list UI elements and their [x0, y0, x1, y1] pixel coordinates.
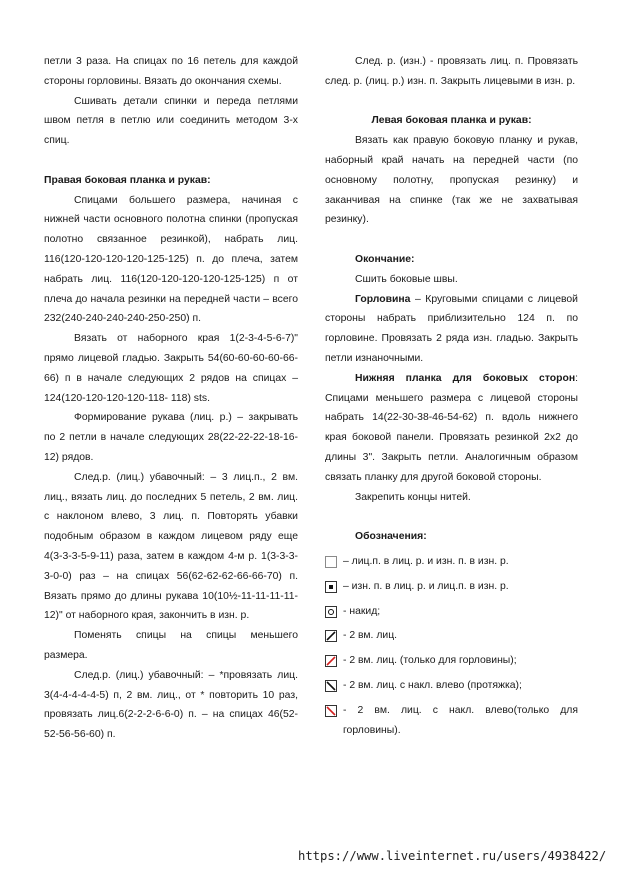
right-paragraph-2: Вязать как правую боковую планку и рукав, наборный край начать на передней части (по основному полотну, пропуская резинку) и заканчивая на спинке (так же не захватывая резинку). [325, 135, 578, 226]
legend-item: - 2 вм. лиц. с накл. влево(только для горловины). [325, 701, 578, 741]
legend-item: – изн. п. в лиц. р. и лиц.п. в изн. р. [325, 577, 578, 597]
source-url-watermark: https://www.liveinternet.ru/users/4938422/ [298, 849, 607, 863]
slash-right-icon [325, 630, 337, 642]
left-paragraph-4: Вязать от наборного края 1(2-3-4-5-6-7)" прямо лицевой гладью. Закрыть 54(60-60-60-60-66-66) п в начале следующих 2 рядов на спицах – 124(120-120-120-120-118- 118) sts. [44, 333, 298, 404]
left-paragraph-1: петли 3 раза. На спицах по 16 петель для каждой стороны горловины. Вязать до окончания схемы. [44, 56, 298, 87]
left-paragraph-6: След.р. (лиц.) убавочный: – 3 лиц.п., 2 вм. лиц., вязать лиц. до последних 5 петель, 2 вм. лиц. с наклоном влево, 3 лиц. п. Повторять убавки подобным образом в каждом лицевом ряду еще 4(3-3-3-5-9-11) раза, затем в каждом 4-м р. 1(3-3-3-3-0-0) раз – на спицах 56(62-62-62-66-66-70) п. Вязать прямо до длины рукава 10(10½-11-11-11-11-12)" от наборного края, закончить в изн. р. [44, 471, 298, 622]
left-paragraph-5: Формирование рукава (лиц. р.) – закрывать по 2 петли в начале следующих 28(22-22-22-18-16-12) рядов. [44, 412, 298, 463]
section-heading-left-panel: Левая боковая планка и рукав: [371, 115, 532, 127]
right-column [325, 52, 578, 740]
empty-square-icon [325, 556, 337, 568]
legend-item: – лиц.п. в лиц. р. и изн. п. в изн. р. [325, 552, 578, 572]
section-heading-right-panel: Правая боковая планка и рукав: [44, 174, 211, 186]
left-column [44, 52, 298, 745]
slash-left-red-icon [325, 705, 337, 717]
section-heading-finishing: Окончание: [355, 253, 415, 265]
dot-square-icon [325, 581, 337, 593]
left-paragraph-8: След.р. (лиц.) убавочный: – *провязать лиц. 3(4-4-4-4-4-5) п, 2 вм. лиц., от * повторить 10 раз, провязать лиц.6(2-2-2-6-6-0) п. – на спицах 46(52-52-56-56-60) п. [44, 669, 298, 741]
slash-right-red-icon [325, 655, 337, 667]
right-paragraph-3: Сшить боковые швы. [355, 273, 458, 285]
left-paragraph-2: Сшивать детали спинки и переда петлями швом петля в петлю или соединить методом 3-х спиц. [44, 95, 298, 147]
left-paragraph-3: Спицами большего размера, начиная с нижней части основного полотна спинки (пропуская полотно связанное резинкой), набрать лиц. 116(120-120-120-120-125-125) п. до плеча, затем набрать лиц. 116(120-120-120-120-125-125) п от плеча до начала резинки на передней части – всего 232(240-240-240-240-250-250) п. [44, 194, 298, 325]
slash-left-icon [325, 680, 337, 692]
legend-item: - 2 вм. лиц. [325, 626, 578, 646]
section-heading-neckline: Горловина [355, 293, 411, 305]
section-heading-bottom-band: Нижняя планка для боковых сторон [355, 372, 576, 384]
bottom-band-paragraph: Нижняя планка для боковых сторон: Спицами меньшего размера с лицевой стороны набрать 14(22-30-38-46-54-62) п. вдоль нижнего края боковой панели. Провязать резинкой 2х2 до длины 3". Закрыть петли. Аналогичным образом связать планку для другой боковой стороны. [325, 372, 578, 483]
right-paragraph-6: Закрепить концы нитей. [355, 491, 471, 503]
neckline-paragraph: Горловина – Круговыми спицами с лицевой стороны набрать приблизительно 124 п. по горловине. Провязать 2 ряда изн. гладью. Закрыть петли изнаночными. [325, 293, 578, 364]
legend-item: - 2 вм. лиц. с накл. влево (протяжка); [325, 676, 578, 696]
ring-square-icon [325, 606, 337, 618]
left-paragraph-7: Поменять спицы на спицы меньшего размера. [44, 630, 298, 661]
right-paragraph-1: След. р. (изн.) - провязать лиц. п. Провязать след. р. (лиц. р.) изн. п. Закрыть лицевыми в изн. р. [325, 56, 578, 87]
legend-item: - 2 вм. лиц. (только для горловины); [325, 651, 578, 671]
legend-item: - накид; [325, 602, 578, 622]
legend-heading: Обозначения: [355, 531, 427, 543]
